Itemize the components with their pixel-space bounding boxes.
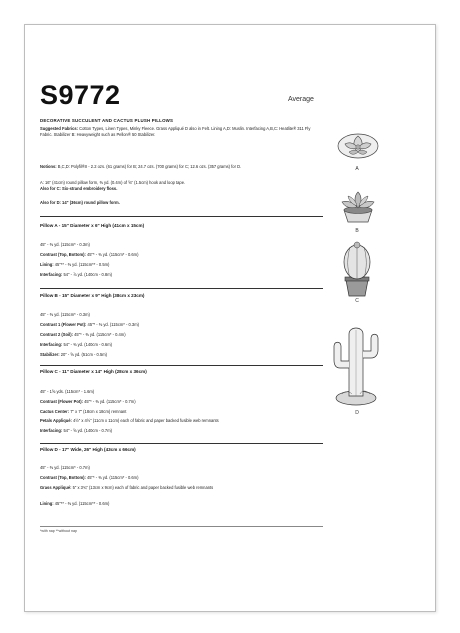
- figure-label-a: A: [355, 166, 359, 172]
- pillow-d-line: 45" - ⅜ yd. (115cm* - 0.7m): [40, 465, 90, 470]
- section-divider: [40, 216, 323, 217]
- pillow-d-heading: Pillow D - 17" Wide, 26" High (43cm x 66cm): [40, 447, 136, 452]
- nap-footnote: *with nap **without nap: [40, 529, 77, 533]
- pillow-a-line: 45" - ⅜ yd. (115cm* - 0.3m): [40, 242, 90, 247]
- pattern-sheet: [24, 24, 436, 612]
- pillow-d-illustration: [328, 322, 384, 408]
- also-for-d: Also for D: 14" (36cm) round pillow form.: [40, 200, 120, 205]
- footnote-divider: [40, 526, 323, 527]
- section-divider: [40, 365, 323, 366]
- notions-label: Notions:: [40, 164, 57, 169]
- pillow-b-line: Interfacing: 54" - ⅜ yd. (140cm - 0.6m): [40, 342, 112, 347]
- pillow-c-line: Petals Appliqué: 4½" x 4½" (11cm x 11cm) each of fabric and paper backed fusible web remnants: [40, 418, 219, 423]
- notions: [40, 164, 312, 170]
- section-divider: [40, 443, 323, 444]
- pillow-d-line: Lining: 45"** - ⅜ yd. (115cm** - 0.6m): [40, 501, 110, 506]
- also-for-c: Also for C: Six-strand embroidery floss.: [40, 186, 118, 191]
- figure-label-d: D: [355, 410, 359, 416]
- pillow-c-heading: Pillow C - 11" Diameter x 14" High (28cm x 36cm): [40, 369, 147, 374]
- pillow-b-illustration: [336, 186, 380, 226]
- pillow-b-line: Stabilizer: 20" - ⅝ yd. (51cm - 0.5m): [40, 352, 107, 357]
- pillow-b-line: Contrast 1 (Flower Pot): 45"* - ⅜ yd. (115cm* - 0.3m): [40, 322, 139, 327]
- pillow-c-line: Cactus Center: 7" x 7" (18cm x 18cm) remnant: [40, 409, 127, 414]
- notion-a: A: 16" (41cm) round pillow form, ⅜ yd. (0.4m) of ⅝" (1.5cm) hook and loop tape.: [40, 180, 186, 185]
- fabrics-label: Suggested Fabrics:: [40, 126, 78, 131]
- pillow-a-line: Contrast (Top, Bottom): 45"* - ⅜ yd. (115cm* - 0.6m): [40, 252, 139, 257]
- pillow-c-line: Contrast (Flower Pot): 45"* - ⅜ yd. (115cm* - 0.7m): [40, 399, 136, 404]
- figure-label-c: C: [355, 298, 359, 304]
- pillow-c-line: Interfacing: 54" - ⅝ yd. (140cm - 0.7m): [40, 428, 112, 433]
- pillow-c-illustration: [337, 240, 377, 298]
- pillow-a-heading: Pillow A - 15" Diameter x 6" High (41cm x 15cm): [40, 223, 145, 228]
- pillow-b-line: 45" - ⅜ yd. (115cm* - 0.3m): [40, 312, 90, 317]
- pillow-a-line: Interfacing: 54" - ⅞ yd. (140cm - 0.8m): [40, 272, 112, 277]
- difficulty-level: Average: [288, 96, 314, 103]
- pillow-d-line: Grass Appliqué: 5" x 3¾" (13cm x 9cm) each of fabric and paper backed fusible web remnants: [40, 485, 214, 490]
- suggested-fabrics: [40, 126, 312, 137]
- pillow-a-illustration: [335, 122, 381, 164]
- pillow-c-line: 45" - 1⅝ yds. (115cm* - 1.6m): [40, 389, 95, 394]
- figure-label-b: B: [355, 228, 359, 234]
- fabrics-text: Cotton Types, Linen Types, Minky Fleece. Grass Appliqué D also in Felt. Lining A,D: Muslin. Interfacing A,B,C: Heatlite® 311 Fly Fabric. Stabilizer B: Heavyweight such as Pellon® 50 Stabilizer.: [40, 126, 311, 137]
- pillow-d-line: Contrast (Top, Bottom): 45"* - ⅜ yd. (115cm* - 0.6m): [40, 475, 139, 480]
- pattern-title: DECORATIVE SUCCULENT AND CACTUS PLUSH PILLOWS: [40, 118, 174, 123]
- pattern-number: S9772: [40, 80, 121, 110]
- notions-text: B,C,D: Polyfil®II - 2.2 ozs. (61 grams) for B; 24.7 ozs. (700 grams) for C; 12.6 ozs. (357 grams) for D.: [57, 164, 242, 169]
- section-divider: [40, 288, 323, 289]
- pillow-a-line: Lining: 45"** - ⅜ yd. (115cm** - 0.5m): [40, 262, 110, 267]
- pillow-b-line: Contrast 2 (Soil): 45"* - ⅜ yd. (115cm* - 0.4m): [40, 332, 126, 337]
- pillow-b-heading: Pillow B - 15" Diameter x 9" High (38cm x 23cm): [40, 293, 145, 298]
